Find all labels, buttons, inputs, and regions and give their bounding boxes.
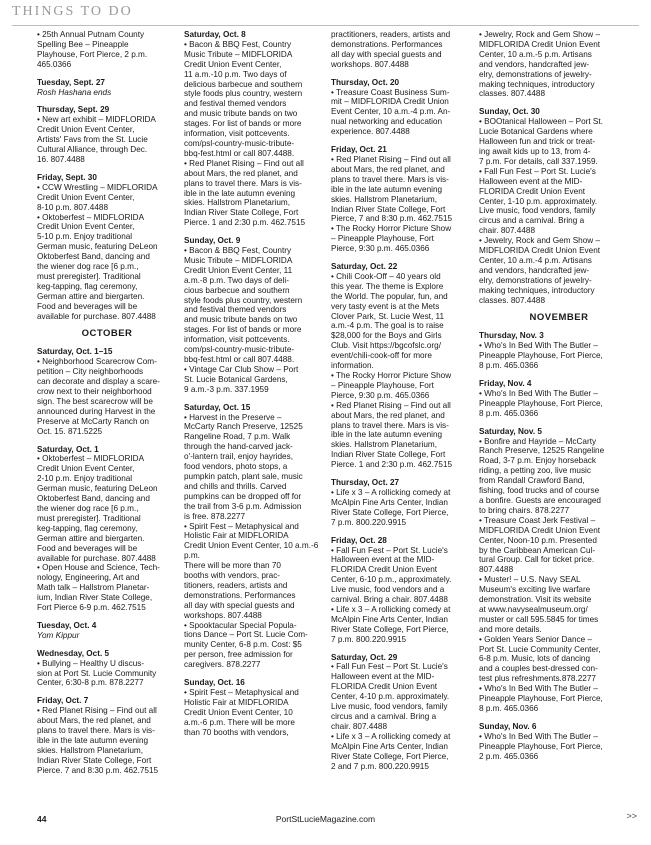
event-day bbox=[331, 536, 471, 645]
event-day bbox=[331, 30, 471, 70]
event-entry: • Spirit Fest – Metaphysical and Holistic Fair at MIDFLORIDA Credit Union Event Center, 10 a.m.-6 p.m. There will be more than 70 booths with vendors, prac- titioners, readers, artists and demonstrations. Performances all day with special guests and workshops. 807.4488 bbox=[184, 521, 319, 620]
month-heading: OCTOBER bbox=[81, 328, 133, 340]
event-entry: • Who's In Bed With The Butler – Pineapple Playhouse, Fort Pierce, 8 p.m. 465.0366 bbox=[479, 341, 603, 371]
event-day bbox=[479, 722, 639, 762]
holiday-note: Rosh Hashana ends bbox=[37, 87, 112, 97]
event-date: Sunday, Nov. 6 bbox=[479, 721, 537, 731]
header-rule bbox=[12, 25, 639, 26]
event-date: Tuesday, Oct. 4 bbox=[37, 620, 97, 630]
event-day bbox=[479, 379, 639, 419]
column-2 bbox=[184, 30, 324, 810]
event-entry: • Jewelry, Rock and Gem Show – MIDFLORIDA Credit Union Event Center, 10 a.m.-5 p.m. Artisans and vendors, handcrafted jew- elry, demonstrations of jewelry- making techniques, introductory classes. 807.4488 bbox=[479, 30, 601, 99]
event-entry: • Red Planet Rising – Find out all about Mars, the red planet, and plans to travel there. Mars is vis- ible in the late autumn evening skies. Hallstrom Planetarium, Indian River State College, Fort Pierce. 1 and 2:30 p.m. 462.7515 bbox=[331, 400, 453, 470]
event-day bbox=[37, 621, 177, 641]
event-date: Sunday, Oct. 30 bbox=[479, 107, 540, 117]
event-entry: • Oktoberfest – MIDFLORIDA Credit Union Event Center, 2-10 p.m. Enjoy traditional German music, featuring DeLeon Oktoberfest Band, dancing and the wiener dog race [6 p.m., must preregister]. Traditional keg-tapping, flag ceremony, German attire and biergarten. Food and beverages will be available for purchase. 807.4488 bbox=[37, 454, 158, 563]
event-entry: • Red Planet Rising – Find out all about Mars, the red planet, and plans to travel there. Mars is vis- ible in the late autumn evening skies. Hallstrom Planetarium, Indian River State College, Fort Pierce. 7 and 8:30 p.m. 462.7515 bbox=[37, 706, 159, 775]
event-date: Sunday, Oct. 16 bbox=[184, 678, 245, 688]
event-date: Saturday, Oct. 22 bbox=[331, 262, 398, 272]
event-entry: • Life x 3 – A rollicking comedy at McAlpin Fine Arts Center, Indian River State College, Fort Pierce, 7 p.m. 800.220.9915 bbox=[331, 604, 451, 644]
event-day bbox=[184, 678, 324, 737]
event-date: Friday, Oct. 21 bbox=[331, 145, 387, 155]
event-date: Friday, Nov. 4 bbox=[479, 379, 532, 388]
event-entry: • Bullying – Healthy U discus- sion at Port St. Lucie Community Center, 6:30-8 p.m. 878.2277 bbox=[37, 658, 157, 688]
event-day bbox=[331, 478, 471, 528]
month-heading: NOVEMBER bbox=[529, 312, 589, 324]
column-1 bbox=[37, 30, 177, 810]
page-number: 44 bbox=[37, 814, 47, 824]
event-entry: • New art exhibit – MIDFLORIDA Credit Union Event Center, Artists' Favs from the St. Lucie Cultural Alliance, through Dec. 16. 807.4488 bbox=[37, 115, 156, 164]
event-entry: • Vintage Car Club Show – Port St. Lucie Botanical Gardens, 9 a.m.-3 p.m. 337.1959 bbox=[184, 364, 299, 394]
event-day bbox=[331, 145, 471, 254]
event-entry: • Fall Fun Fest – Port St. Lucie's Halloween event at the MID- FLORIDA Credit Union Event Center, 6-10 p.m., approximately. Live music, food vendors and a carnival. Bring a chair. 807.4488 bbox=[331, 545, 452, 605]
events-columns bbox=[37, 30, 639, 810]
event-entry: • Spirit Fest – Metaphysical and Holistic Fair at MIDFLORIDA Credit Union Event Center, 10 a.m.-6 p.m. There will be more than 70 booths with vendors, bbox=[184, 688, 299, 737]
event-day bbox=[479, 331, 639, 371]
event-day bbox=[37, 445, 177, 613]
page-footer bbox=[0, 814, 651, 834]
event-day bbox=[184, 30, 324, 228]
event-entry: • Oktoberfest – MIDFLORIDA Credit Union Event Center, 5-10 p.m. Enjoy traditional German music, featuring DeLeon Oktoberfest Band, dancing and the wiener dog race [6 p.m., must preregister]. Traditional keg-tapping, flag ceremony, German attire and biergarten. Food and beverages will be available for purchase. 807.4488 bbox=[37, 212, 158, 321]
event-date: Saturday, Oct. 15 bbox=[184, 402, 251, 412]
event-day bbox=[37, 30, 177, 70]
event-day bbox=[37, 649, 177, 689]
event-entry: • Fall Fun Fest – Port St. Lucie's Halloween event at the MID- FLORIDA Credit Union Event Center, 4-10 p.m. approximately. Live music, food vendors, family circus and a carnival. Bring a chair. 807.4488 bbox=[331, 662, 450, 731]
event-entry: • Life x 3 – A rollicking comedy at McAlpin Fine Arts Center, Indian River State College, Fort Pierce, 2 and 7 p.m. 800.220.9915 bbox=[331, 731, 451, 771]
event-date: Wednesday, Oct. 5 bbox=[37, 648, 110, 658]
event-entry: • Fall Fun Fest – Port St. Lucie's Halloween event at the MID- FLORIDA Credit Union Event Center, 1-10 p.m. approximately. Live music, food vendors, family circus and a carnival. Bring a chair. 807.4488 bbox=[479, 166, 598, 236]
event-entry: • Who's In Bed With The Butler – Pineapple Playhouse, Fort Pierce, 8 p.m. 465.0366 bbox=[479, 684, 603, 713]
event-date: Saturday, Oct. 1 bbox=[37, 444, 99, 454]
event-entry: • Chili Cook-Off – 40 years old this year. The theme is Explore the World. The popular, fun, and very tasty event is at the Mets Clover Park, St. Lucie West, 11 a.m.-4 p.m. The goal is to raise $28,000 for the Boys and Girls Club. Visit https://bgcofslc.org/ event/chili-cook-off for more information. bbox=[331, 271, 448, 371]
event-date: Thursday, Nov. 3 bbox=[479, 331, 544, 341]
event-entry: • Who's In Bed With The Butler – Pineapple Playhouse, Fort Pierce, 8 p.m. 465.0366 bbox=[479, 388, 603, 418]
event-date: Tuesday, Sept. 27 bbox=[37, 77, 105, 87]
event-entry: • Harvest in the Preserve – McCarty Ranch Preserve, 12525 Rangeline Road, 7 p.m. Walk through the hand-carved jack- o'-lantern trail, enjoy hayrides, food vendors, photo stops, a pumpkin patch, plant sale, music and chills and thrills. Carved pumpkins can be dropped off for the trail from 3-6 p.m. Admission is free. 878.2277 bbox=[184, 412, 303, 521]
section-header: THINGS TO DO bbox=[12, 4, 133, 19]
event-day bbox=[331, 262, 471, 470]
event-day bbox=[479, 30, 639, 99]
event-day bbox=[479, 427, 639, 714]
event-entry: • Who's In Bed With The Butler – Pineapple Playhouse, Fort Pierce, 2 p.m. 465.0366 bbox=[479, 731, 603, 761]
event-entry: • Bacon & BBQ Fest, Country Music Tribute – MIDFLORIDA Credit Union Event Center, 11 a.m.-10 p.m. Two days of delicious barbecue and southern style foods plus country, western and festival themed vendors and music tribute bands on two stages. For list of bands or more information, visit pottcevents. com/psl-country-music-tribute- bbq-fest.html or call 807.4488. bbox=[184, 39, 303, 158]
event-entry: • Treasure Coast Jerk Festival – MIDFLORIDA Credit Union Event Center, Noon-10 p.m. Presented by the Caribbean American Cul- tural Group. Call for ticket price. 807.4488 bbox=[479, 515, 601, 575]
event-day bbox=[331, 78, 471, 137]
column-3 bbox=[331, 30, 471, 810]
event-day bbox=[37, 696, 177, 775]
event-date: Thursday, Sept. 29 bbox=[37, 105, 110, 115]
event-entry: • 25th Annual Putnam County Spelling Bee – Pineapple Playhouse, Fort Pierce, 2 p.m. 465.0366 bbox=[37, 30, 148, 69]
event-entry: practitioners, readers, artists and demonstrations. Performances all day with special guests and workshops. 807.4488 bbox=[331, 30, 451, 69]
event-entry: • Red Planet Rising – Find out all about Mars, the red planet, and plans to travel there. Mars is vis- ible in the late autumn evening skies. Hallstrom Planetarium, Indian River State College, Fort Pierce, 7 and 8:30 p.m. 462.7515 bbox=[331, 154, 453, 224]
event-entry: • The Rocky Horror Picture Show – Pineapple Playhouse, Fort Pierce, 9:30 p.m. 465.0366 bbox=[331, 371, 452, 400]
event-entry: • Open House and Science, Tech- nology, Engineering, Art and Math talk – Hallstrom Planetar- ium, Indian River State College, Fort Pierce 6-9 p.m. 462.7515 bbox=[37, 563, 160, 613]
event-date: Sunday, Oct. 9 bbox=[184, 236, 241, 246]
holiday-note: Yom Kippur bbox=[37, 630, 80, 640]
event-entry: • Muster! – U.S. Navy SEAL Museum's exciting live warfare demonstration. Visit its website at www.navysealmuseum.org/ muster or call 595.5845 for times and more details. bbox=[479, 575, 599, 634]
event-date: Friday, Oct. 7 bbox=[37, 696, 89, 706]
event-day bbox=[37, 105, 177, 164]
event-day bbox=[331, 653, 471, 772]
event-date: Saturday, Oct. 29 bbox=[331, 652, 398, 662]
event-entry: • Neighborhood Scarecrow Com- petition – City neighborhoods can decorate and display a scare- crow next to their neighborhood sign. The best scarecrow will be announced during Harvest in the Preserve at McCarty Ranch on Oct. 15. 871.5225 bbox=[37, 357, 160, 436]
event-entry: • Bonfire and Hayride – McCarty Ranch Preserve, 12525 Rangeline Road, 3-7 p.m. Enjoy horseback riding, a petting zoo, live music from Randall Crawford Band, fishing, food trucks and of course a bonfire. Guests are encouraged to bring chairs. 878.2277 bbox=[479, 436, 605, 515]
event-date: Thursday, Oct. 20 bbox=[331, 77, 400, 87]
event-day bbox=[184, 403, 324, 670]
event-entry: • Jewelry, Rock and Gem Show – MIDFLORIDA Credit Union Event Center, 10 a.m.-4 p.m. Artisans and vendors, handcrafted jew- elry, demonstrations of jewelry- making techniques, introductory classes. 807.4488 bbox=[479, 236, 601, 305]
event-entry: • CCW Wrestling – MIDFLORIDA Credit Union Event Center, 8-10 p.m. 807.4488 bbox=[37, 182, 158, 212]
event-entry: • BOOtanical Halloween – Port St. Lucie Botanical Gardens where Halloween fun and trick or treat- ing await kids up to 13, from 4- 7 p.m. For details, call 337.1959. bbox=[479, 117, 603, 166]
event-date: Saturday, Oct. 8 bbox=[184, 30, 246, 39]
event-entry: • Golden Years Senior Dance – Port St. Lucie Community Center, 6-8 p.m. Music, lots of dancing and a couples best-dressed con- test plus refreshments.878.2277 bbox=[479, 634, 601, 684]
event-date: Saturday, Nov. 5 bbox=[479, 426, 542, 436]
continue-marker: >> bbox=[626, 811, 637, 821]
event-day bbox=[479, 107, 639, 305]
event-date: Saturday, Oct. 1–15 bbox=[37, 347, 113, 357]
event-date: Thursday, Oct. 27 bbox=[331, 478, 400, 488]
event-day bbox=[37, 347, 177, 436]
event-day bbox=[37, 78, 177, 98]
event-date: Friday, Oct. 28 bbox=[331, 535, 387, 545]
site-url: PortStLucieMagazine.com bbox=[275, 814, 376, 824]
event-entry: • Spooktacular Special Popula- tions Dance – Port St. Lucie Com- munity Center, 6-8 p.m. Cost: $5 per person, free admission for caregivers. 878.2277 bbox=[184, 620, 308, 670]
event-entry: • The Rocky Horror Picture Show – Pineapple Playhouse, Fort Pierce, 9:30 p.m. 465.0366 bbox=[331, 224, 452, 254]
event-entry: • Bacon & BBQ Fest, Country Music Tribute – MIDFLORIDA Credit Union Event Center, 11 a.m.-8 p.m. Two days of deli- cious barbecue and southern style foods plus country, western and festival themed vendors and music tribute bands on two stages. For list of bands or more information, visit pottcevents. com/psl-country-music-tribute- bbq-fest.html or call 807.4488. bbox=[184, 246, 303, 364]
event-entry: • Red Planet Rising – Find out all about Mars, the red planet, and plans to travel there. Mars is vis- ible in the late autumn evening skies. Hallstrom Planetarium, Indian River State College, Fort Pierce. 1 and 2:30 p.m. 462.7515 bbox=[184, 158, 306, 228]
event-day bbox=[184, 236, 324, 395]
column-4 bbox=[479, 30, 639, 810]
event-day bbox=[37, 173, 177, 322]
event-entry: • Life x 3 – A rollicking comedy at McAlpin Fine Arts Center, Indian River State College, Fort Pierce, 7 p.m. 800.220.9915 bbox=[331, 487, 451, 527]
event-entry: • Treasure Coast Business Sum- mit – MIDFLORIDA Credit Union Event Center, 10 a.m.-4 p.m. An- nual networking and education experience. 807.4488 bbox=[331, 87, 451, 137]
event-date: Friday, Sept. 30 bbox=[37, 172, 97, 182]
